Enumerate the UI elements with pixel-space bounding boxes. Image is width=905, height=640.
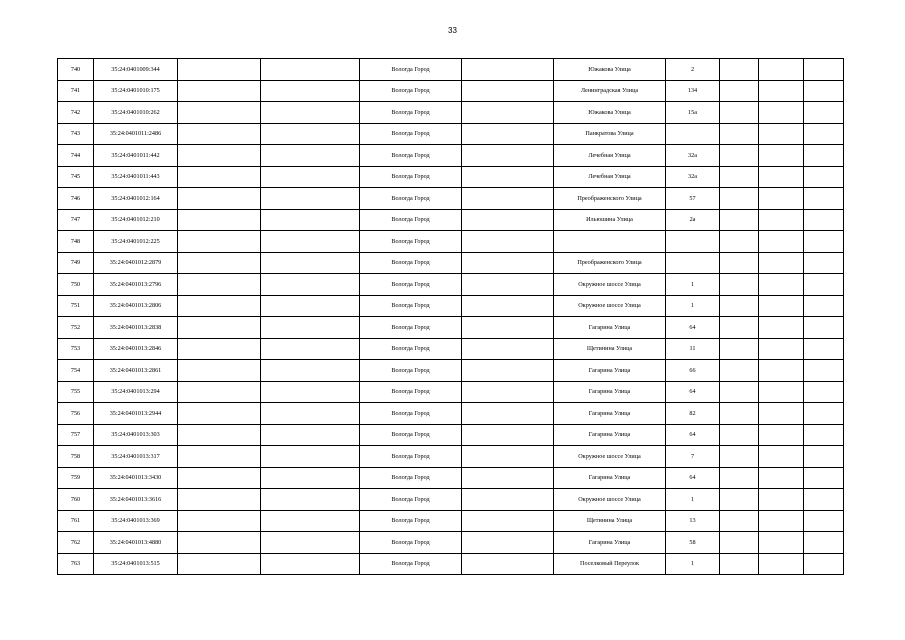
empty-cell xyxy=(261,467,360,489)
table-row xyxy=(58,123,844,145)
empty-cell xyxy=(804,360,844,382)
row-number-cell: 763 xyxy=(58,553,94,575)
street-cell: Гагарина Улица xyxy=(554,532,666,554)
street-cell: Гагарина Улица xyxy=(554,424,666,446)
empty-cell xyxy=(804,252,844,274)
row-number-cell: 758 xyxy=(58,446,94,468)
empty-cell xyxy=(462,381,554,403)
street-cell: Лечебная Улица xyxy=(554,166,666,188)
table-row xyxy=(58,252,844,274)
empty-cell xyxy=(759,446,804,468)
empty-cell xyxy=(261,59,360,81)
empty-cell xyxy=(804,209,844,231)
empty-cell xyxy=(804,467,844,489)
empty-cell xyxy=(178,80,261,102)
empty-cell xyxy=(804,338,844,360)
street-cell: Панкратова Улица xyxy=(554,123,666,145)
table-row xyxy=(58,467,844,489)
empty-cell xyxy=(804,102,844,124)
empty-cell xyxy=(720,188,759,210)
table-row xyxy=(58,209,844,231)
empty-cell xyxy=(720,553,759,575)
table-row xyxy=(58,381,844,403)
house-number-cell: 32а xyxy=(666,166,720,188)
empty-cell xyxy=(178,59,261,81)
empty-cell xyxy=(720,489,759,511)
empty-cell xyxy=(804,403,844,425)
empty-cell xyxy=(759,102,804,124)
empty-cell xyxy=(178,489,261,511)
empty-cell xyxy=(720,338,759,360)
table-row xyxy=(58,231,844,253)
table-row xyxy=(58,317,844,339)
settlement-cell: Вологда Город xyxy=(360,360,462,382)
cadastral-number-cell: 35:24:0401012:210 xyxy=(94,209,178,231)
empty-cell xyxy=(759,252,804,274)
empty-cell xyxy=(804,231,844,253)
page-number: 33 xyxy=(448,26,457,35)
settlement-cell: Вологда Город xyxy=(360,338,462,360)
empty-cell xyxy=(759,360,804,382)
empty-cell xyxy=(261,209,360,231)
empty-cell xyxy=(462,489,554,511)
table-row xyxy=(58,145,844,167)
empty-cell xyxy=(759,317,804,339)
row-number-cell: 744 xyxy=(58,145,94,167)
cadastral-number-cell: 35:24:0401013:369 xyxy=(94,510,178,532)
empty-cell xyxy=(178,424,261,446)
settlement-cell: Вологда Город xyxy=(360,510,462,532)
table-row xyxy=(58,446,844,468)
empty-cell xyxy=(804,188,844,210)
house-number-cell: 64 xyxy=(666,317,720,339)
empty-cell xyxy=(261,424,360,446)
house-number-cell xyxy=(666,123,720,145)
empty-cell xyxy=(804,123,844,145)
empty-cell xyxy=(462,145,554,167)
registry-body xyxy=(58,59,844,575)
settlement-cell: Вологда Город xyxy=(360,446,462,468)
empty-cell xyxy=(804,489,844,511)
cadastral-number-cell: 35:24:0401011:442 xyxy=(94,145,178,167)
empty-cell xyxy=(462,252,554,274)
empty-cell xyxy=(261,252,360,274)
empty-cell xyxy=(804,166,844,188)
empty-cell xyxy=(720,510,759,532)
settlement-cell: Вологда Город xyxy=(360,123,462,145)
table-row xyxy=(58,510,844,532)
table-row xyxy=(58,188,844,210)
empty-cell xyxy=(178,446,261,468)
street-cell: Окружное шоссе Улица xyxy=(554,274,666,296)
empty-cell xyxy=(759,188,804,210)
house-number-cell: 1 xyxy=(666,489,720,511)
empty-cell xyxy=(462,360,554,382)
empty-cell xyxy=(178,231,261,253)
street-cell: Щетинина Улица xyxy=(554,338,666,360)
empty-cell xyxy=(462,446,554,468)
empty-cell xyxy=(804,274,844,296)
row-number-cell: 747 xyxy=(58,209,94,231)
table-row xyxy=(58,295,844,317)
empty-cell xyxy=(720,467,759,489)
empty-cell xyxy=(804,59,844,81)
empty-cell xyxy=(178,317,261,339)
empty-cell xyxy=(178,102,261,124)
street-cell: Ильюшина Улица xyxy=(554,209,666,231)
table-row xyxy=(58,403,844,425)
table-row xyxy=(58,80,844,102)
table-row xyxy=(58,360,844,382)
house-number-cell: 82 xyxy=(666,403,720,425)
house-number-cell: 32а xyxy=(666,145,720,167)
table-row xyxy=(58,274,844,296)
empty-cell xyxy=(261,381,360,403)
cadastral-number-cell: 35:24:0401013:2944 xyxy=(94,403,178,425)
empty-cell xyxy=(720,446,759,468)
empty-cell xyxy=(462,403,554,425)
empty-cell xyxy=(462,295,554,317)
cadastral-number-cell: 35:24:0401010:175 xyxy=(94,80,178,102)
empty-cell xyxy=(759,553,804,575)
empty-cell xyxy=(804,145,844,167)
street-cell: Щетинина Улица xyxy=(554,510,666,532)
empty-cell xyxy=(804,553,844,575)
empty-cell xyxy=(261,510,360,532)
cadastral-number-cell: 35:24:0401012:164 xyxy=(94,188,178,210)
empty-cell xyxy=(261,338,360,360)
empty-cell xyxy=(759,424,804,446)
row-number-cell: 743 xyxy=(58,123,94,145)
empty-cell xyxy=(261,317,360,339)
table-row xyxy=(58,553,844,575)
empty-cell xyxy=(759,338,804,360)
empty-cell xyxy=(759,231,804,253)
row-number-cell: 749 xyxy=(58,252,94,274)
empty-cell xyxy=(178,188,261,210)
empty-cell xyxy=(462,553,554,575)
street-cell: Преображенского Улица xyxy=(554,252,666,274)
empty-cell xyxy=(804,446,844,468)
house-number-cell: 7 xyxy=(666,446,720,468)
empty-cell xyxy=(178,274,261,296)
house-number-cell: 58 xyxy=(666,532,720,554)
settlement-cell: Вологда Город xyxy=(360,102,462,124)
house-number-cell: 1 xyxy=(666,553,720,575)
empty-cell xyxy=(178,532,261,554)
settlement-cell: Вологда Город xyxy=(360,188,462,210)
empty-cell xyxy=(178,295,261,317)
empty-cell xyxy=(178,252,261,274)
settlement-cell: Вологда Город xyxy=(360,209,462,231)
empty-cell xyxy=(462,424,554,446)
house-number-cell: 13 xyxy=(666,510,720,532)
empty-cell xyxy=(462,102,554,124)
house-number-cell: 134 xyxy=(666,80,720,102)
cadastral-number-cell: 35:24:0401012:2879 xyxy=(94,252,178,274)
empty-cell xyxy=(261,231,360,253)
settlement-cell: Вологда Город xyxy=(360,59,462,81)
table-row xyxy=(58,102,844,124)
cadastral-number-cell: 35:24:0401013:294 xyxy=(94,381,178,403)
table-row xyxy=(58,489,844,511)
street-cell: Окружное шоссе Улица xyxy=(554,489,666,511)
settlement-cell: Вологда Город xyxy=(360,381,462,403)
empty-cell xyxy=(720,403,759,425)
empty-cell xyxy=(720,102,759,124)
street-cell: Гагарина Улица xyxy=(554,360,666,382)
empty-cell xyxy=(462,532,554,554)
street-cell: Южакова Улица xyxy=(554,59,666,81)
row-number-cell: 754 xyxy=(58,360,94,382)
house-number-cell: 2а xyxy=(666,209,720,231)
empty-cell xyxy=(759,489,804,511)
empty-cell xyxy=(720,145,759,167)
empty-cell xyxy=(720,532,759,554)
row-number-cell: 742 xyxy=(58,102,94,124)
empty-cell xyxy=(261,80,360,102)
empty-cell xyxy=(261,489,360,511)
empty-cell xyxy=(759,209,804,231)
empty-cell xyxy=(720,80,759,102)
empty-cell xyxy=(261,446,360,468)
table-row xyxy=(58,338,844,360)
empty-cell xyxy=(804,317,844,339)
cadastral-number-cell: 35:24:0401013:2846 xyxy=(94,338,178,360)
table-row xyxy=(58,59,844,81)
street-cell xyxy=(554,231,666,253)
settlement-cell: Вологда Город xyxy=(360,145,462,167)
settlement-cell: Вологда Город xyxy=(360,317,462,339)
settlement-cell: Вологда Город xyxy=(360,403,462,425)
street-cell: Окружное шоссе Улица xyxy=(554,295,666,317)
empty-cell xyxy=(462,231,554,253)
settlement-cell: Вологда Город xyxy=(360,295,462,317)
house-number-cell: 15а xyxy=(666,102,720,124)
cadastral-number-cell: 35:24:0401013:317 xyxy=(94,446,178,468)
cadastral-number-cell: 35:24:0401013:303 xyxy=(94,424,178,446)
empty-cell xyxy=(720,231,759,253)
empty-cell xyxy=(462,317,554,339)
empty-cell xyxy=(804,532,844,554)
empty-cell xyxy=(261,102,360,124)
empty-cell xyxy=(178,166,261,188)
settlement-cell: Вологда Город xyxy=(360,80,462,102)
empty-cell xyxy=(178,360,261,382)
empty-cell xyxy=(804,510,844,532)
empty-cell xyxy=(462,123,554,145)
row-number-cell: 762 xyxy=(58,532,94,554)
street-cell: Гагарина Улица xyxy=(554,467,666,489)
row-number-cell: 755 xyxy=(58,381,94,403)
row-number-cell: 761 xyxy=(58,510,94,532)
empty-cell xyxy=(178,381,261,403)
house-number-cell xyxy=(666,231,720,253)
row-number-cell: 760 xyxy=(58,489,94,511)
empty-cell xyxy=(759,166,804,188)
empty-cell xyxy=(759,532,804,554)
empty-cell xyxy=(178,145,261,167)
row-number-cell: 757 xyxy=(58,424,94,446)
house-number-cell: 64 xyxy=(666,424,720,446)
empty-cell xyxy=(720,166,759,188)
house-number-cell: 66 xyxy=(666,360,720,382)
settlement-cell: Вологда Город xyxy=(360,553,462,575)
cadastral-number-cell: 35:24:0401011:2486 xyxy=(94,123,178,145)
empty-cell xyxy=(178,123,261,145)
cadastral-number-cell: 35:24:0401013:3616 xyxy=(94,489,178,511)
table-row xyxy=(58,166,844,188)
empty-cell xyxy=(261,295,360,317)
house-number-cell: 2 xyxy=(666,59,720,81)
settlement-cell: Вологда Город xyxy=(360,231,462,253)
cadastral-number-cell: 35:24:0401013:2796 xyxy=(94,274,178,296)
empty-cell xyxy=(759,381,804,403)
house-number-cell: 64 xyxy=(666,467,720,489)
empty-cell xyxy=(178,338,261,360)
house-number-cell: 1 xyxy=(666,295,720,317)
settlement-cell: Вологда Город xyxy=(360,166,462,188)
street-cell: Южакова Улица xyxy=(554,102,666,124)
empty-cell xyxy=(804,295,844,317)
house-number-cell: 1 xyxy=(666,274,720,296)
settlement-cell: Вологда Город xyxy=(360,532,462,554)
empty-cell xyxy=(178,467,261,489)
empty-cell xyxy=(759,145,804,167)
cadastral-number-cell: 35:24:0401013:2806 xyxy=(94,295,178,317)
empty-cell xyxy=(804,80,844,102)
table-row xyxy=(58,424,844,446)
street-cell: Ленинградская Улица xyxy=(554,80,666,102)
empty-cell xyxy=(261,553,360,575)
cadastral-number-cell: 35:24:0401013:515 xyxy=(94,553,178,575)
empty-cell xyxy=(178,209,261,231)
house-number-cell xyxy=(666,252,720,274)
empty-cell xyxy=(759,510,804,532)
empty-cell xyxy=(720,381,759,403)
row-number-cell: 740 xyxy=(58,59,94,81)
empty-cell xyxy=(261,145,360,167)
empty-cell xyxy=(462,467,554,489)
cadastral-number-cell: 35:24:0401010:262 xyxy=(94,102,178,124)
empty-cell xyxy=(462,338,554,360)
empty-cell xyxy=(261,403,360,425)
row-number-cell: 756 xyxy=(58,403,94,425)
empty-cell xyxy=(462,510,554,532)
house-number-cell: 11 xyxy=(666,338,720,360)
empty-cell xyxy=(261,166,360,188)
empty-cell xyxy=(759,123,804,145)
empty-cell xyxy=(720,295,759,317)
settlement-cell: Вологда Город xyxy=(360,467,462,489)
empty-cell xyxy=(261,188,360,210)
row-number-cell: 745 xyxy=(58,166,94,188)
empty-cell xyxy=(261,274,360,296)
row-number-cell: 751 xyxy=(58,295,94,317)
empty-cell xyxy=(261,532,360,554)
cadastral-number-cell: 35:24:0401012:225 xyxy=(94,231,178,253)
empty-cell xyxy=(759,403,804,425)
cadastral-number-cell: 35:24:0401013:4880 xyxy=(94,532,178,554)
empty-cell xyxy=(261,123,360,145)
street-cell: Гагарина Улица xyxy=(554,317,666,339)
empty-cell xyxy=(178,510,261,532)
table-row xyxy=(58,532,844,554)
empty-cell xyxy=(720,317,759,339)
empty-cell xyxy=(720,59,759,81)
empty-cell xyxy=(720,252,759,274)
empty-cell xyxy=(720,209,759,231)
cadastral-number-cell: 35:24:0401013:2838 xyxy=(94,317,178,339)
row-number-cell: 741 xyxy=(58,80,94,102)
empty-cell xyxy=(720,274,759,296)
empty-cell xyxy=(759,274,804,296)
cadastral-number-cell: 35:24:0401013:2861 xyxy=(94,360,178,382)
row-number-cell: 748 xyxy=(58,231,94,253)
empty-cell xyxy=(720,123,759,145)
empty-cell xyxy=(178,553,261,575)
empty-cell xyxy=(759,295,804,317)
cadastral-number-cell: 35:24:0401011:443 xyxy=(94,166,178,188)
cadastral-number-cell: 35:24:0401009:344 xyxy=(94,59,178,81)
settlement-cell: Вологда Город xyxy=(360,274,462,296)
empty-cell xyxy=(462,274,554,296)
street-cell: Окружное шоссе Улица xyxy=(554,446,666,468)
cadastral-number-cell: 35:24:0401013:3430 xyxy=(94,467,178,489)
row-number-cell: 753 xyxy=(58,338,94,360)
empty-cell xyxy=(804,424,844,446)
settlement-cell: Вологда Город xyxy=(360,252,462,274)
settlement-cell: Вологда Город xyxy=(360,424,462,446)
street-cell: Преображенского Улица xyxy=(554,188,666,210)
row-number-cell: 746 xyxy=(58,188,94,210)
empty-cell xyxy=(462,59,554,81)
empty-cell xyxy=(462,166,554,188)
empty-cell xyxy=(178,403,261,425)
street-cell: Гагарина Улица xyxy=(554,381,666,403)
row-number-cell: 752 xyxy=(58,317,94,339)
street-cell: Гагарина Улица xyxy=(554,403,666,425)
empty-cell xyxy=(720,424,759,446)
empty-cell xyxy=(462,188,554,210)
house-number-cell: 64 xyxy=(666,381,720,403)
empty-cell xyxy=(462,209,554,231)
row-number-cell: 759 xyxy=(58,467,94,489)
row-number-cell: 750 xyxy=(58,274,94,296)
empty-cell xyxy=(759,467,804,489)
empty-cell xyxy=(804,381,844,403)
empty-cell xyxy=(759,59,804,81)
settlement-cell: Вологда Город xyxy=(360,489,462,511)
empty-cell xyxy=(720,360,759,382)
house-number-cell: 57 xyxy=(666,188,720,210)
street-cell: Лечебная Улица xyxy=(554,145,666,167)
empty-cell xyxy=(462,80,554,102)
empty-cell xyxy=(261,360,360,382)
empty-cell xyxy=(759,80,804,102)
registry-table xyxy=(57,58,844,575)
street-cell: Поселковый Переулок xyxy=(554,553,666,575)
